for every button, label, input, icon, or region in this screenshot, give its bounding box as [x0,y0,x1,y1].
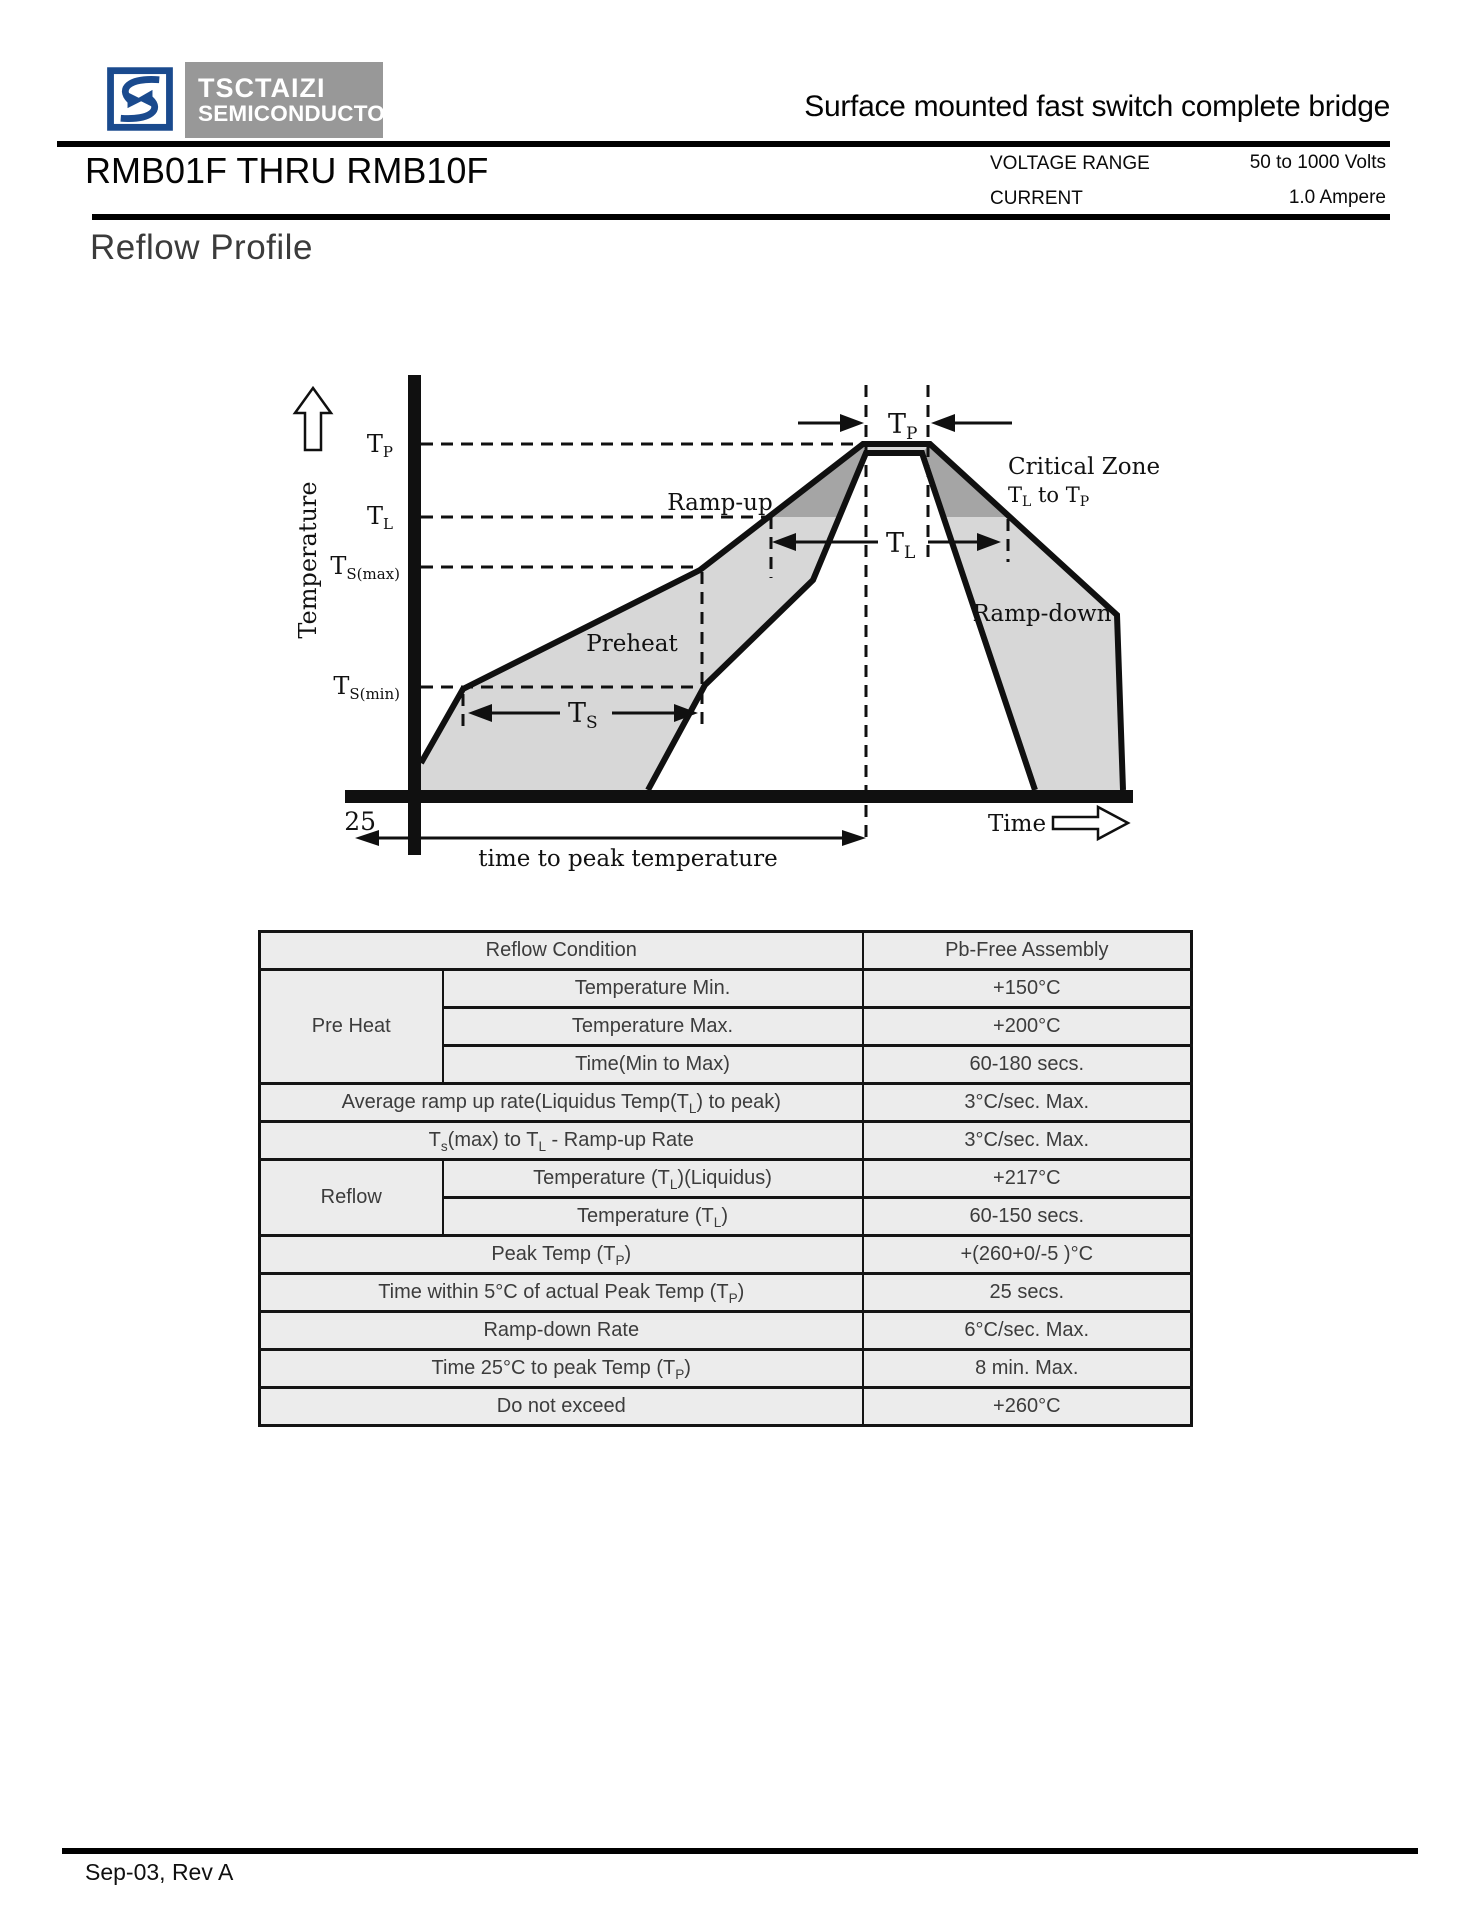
y-label-tsmax: $T_{S(max)}$ [330,552,400,583]
row-label: Time within 5°C of actual Peak Temp $(T_P)$ [260,1274,863,1312]
y-label-tp: $T_P$ [366,430,393,461]
table-row [260,1160,1192,1198]
company-name: TSCTAIZI [198,72,326,103]
y-label-tl: $T_L$ [367,502,393,533]
row-value: 8 min. Max. [863,1350,1192,1388]
row-label: Temperature $(T_L)$ [443,1198,863,1236]
table-row [260,1236,1192,1274]
group-reflow: Reflow [260,1160,443,1236]
tl-span-label: $T_L$ [886,528,916,563]
row-value: +150°C [863,970,1192,1008]
header-rule-top [57,141,1390,147]
row-value: 3°C/sec. Max. [863,1084,1192,1122]
y-label-tsmin: $T_{S(min)}$ [333,672,400,703]
row-label: Do not exceed [260,1388,863,1426]
ts-span-label: $T_S$ [568,698,598,733]
critical-zone-label: Critical Zone [1008,454,1161,480]
time-to-peak-arrow [355,830,866,846]
row-label: $T_s(\max)$ to $T_L$ - Ramp-up Rate [260,1122,863,1160]
reflow-condition-table [258,930,1193,1427]
origin-label: 25 [344,807,376,836]
row-label: Peak Temp $(T_P)$ [260,1236,863,1274]
row-value: +260°C [863,1388,1192,1426]
row-value: 25 secs. [863,1274,1192,1312]
company-name-2: SEMICONDUCTOR [198,101,402,127]
group-pre-heat: Pre Heat [260,970,443,1084]
table-row [260,1122,1192,1160]
row-value: +(260+0/-5 )°C [863,1236,1192,1274]
preheat-label: Preheat [586,631,678,657]
table-row [260,1274,1192,1312]
table-header-assembly: Pb-Free Assembly [863,932,1192,970]
voltage-range-label: VOLTAGE RANGE [990,153,1150,174]
header-rule-bottom [92,214,1390,220]
critical-zone-range-label: TL to TP [1008,483,1090,510]
ramp-down-label: Ramp-down [972,601,1112,627]
x-axis-bar [345,790,1133,803]
ramp-up-label: Ramp-up [667,490,773,516]
reflow-profile-chart [240,300,1200,880]
y-axis-title: Temperature [294,481,322,639]
current-label: CURRENT [990,188,1083,209]
row-value: 60-150 secs. [863,1198,1192,1236]
row-value: +217°C [863,1160,1192,1198]
company-logo-text [185,62,402,138]
row-value: 3°C/sec. Max. [863,1122,1192,1160]
row-label: Average ramp up rate(Liquidus $Temp(T_L)$ to peak) [260,1084,863,1122]
table-row [260,1312,1192,1350]
table-header-condition: Reflow Condition [260,932,863,970]
row-label: Time 25°C to peak Temp $(T_P)$ [260,1350,863,1388]
table-row [260,1388,1192,1426]
section-title: Reflow Profile [90,228,313,267]
voltage-range-value: 50 to 1000 Volts [1249,152,1386,173]
row-label: Temperature Max. [443,1008,863,1046]
company-logo-icon [106,66,174,132]
time-to-peak-label: time to peak temperature [478,846,778,872]
revision-text: Sep-03, Rev A [85,1859,234,1885]
row-label: Ramp-down Rate [260,1312,863,1350]
row-label: Time(Min to Max) [443,1046,863,1084]
table-row [260,932,1192,970]
temperature-up-arrow [295,388,331,450]
y-axis-bar [408,375,421,855]
row-label: Temperature $(T_L)(Liquidus)$ [443,1160,863,1198]
x-axis-title: Time [987,811,1047,837]
part-number-range: RMB01F THRU RMB10F [85,150,489,191]
row-value: 60-180 secs. [863,1046,1192,1084]
row-value: +200°C [863,1008,1192,1046]
footer-rule [62,1848,1418,1854]
time-right-arrow [1053,807,1128,839]
tp-span-label: $T_P$ [888,409,918,444]
table-row [260,970,1192,1008]
row-value: 6°C/sec. Max. [863,1312,1192,1350]
document-title: Surface mounted fast switch complete bridge [804,90,1390,123]
table-row [260,1084,1192,1122]
table-row [260,1350,1192,1388]
current-value: 1.0 Ampere [1288,187,1386,208]
row-label: Temperature Min. [443,970,863,1008]
